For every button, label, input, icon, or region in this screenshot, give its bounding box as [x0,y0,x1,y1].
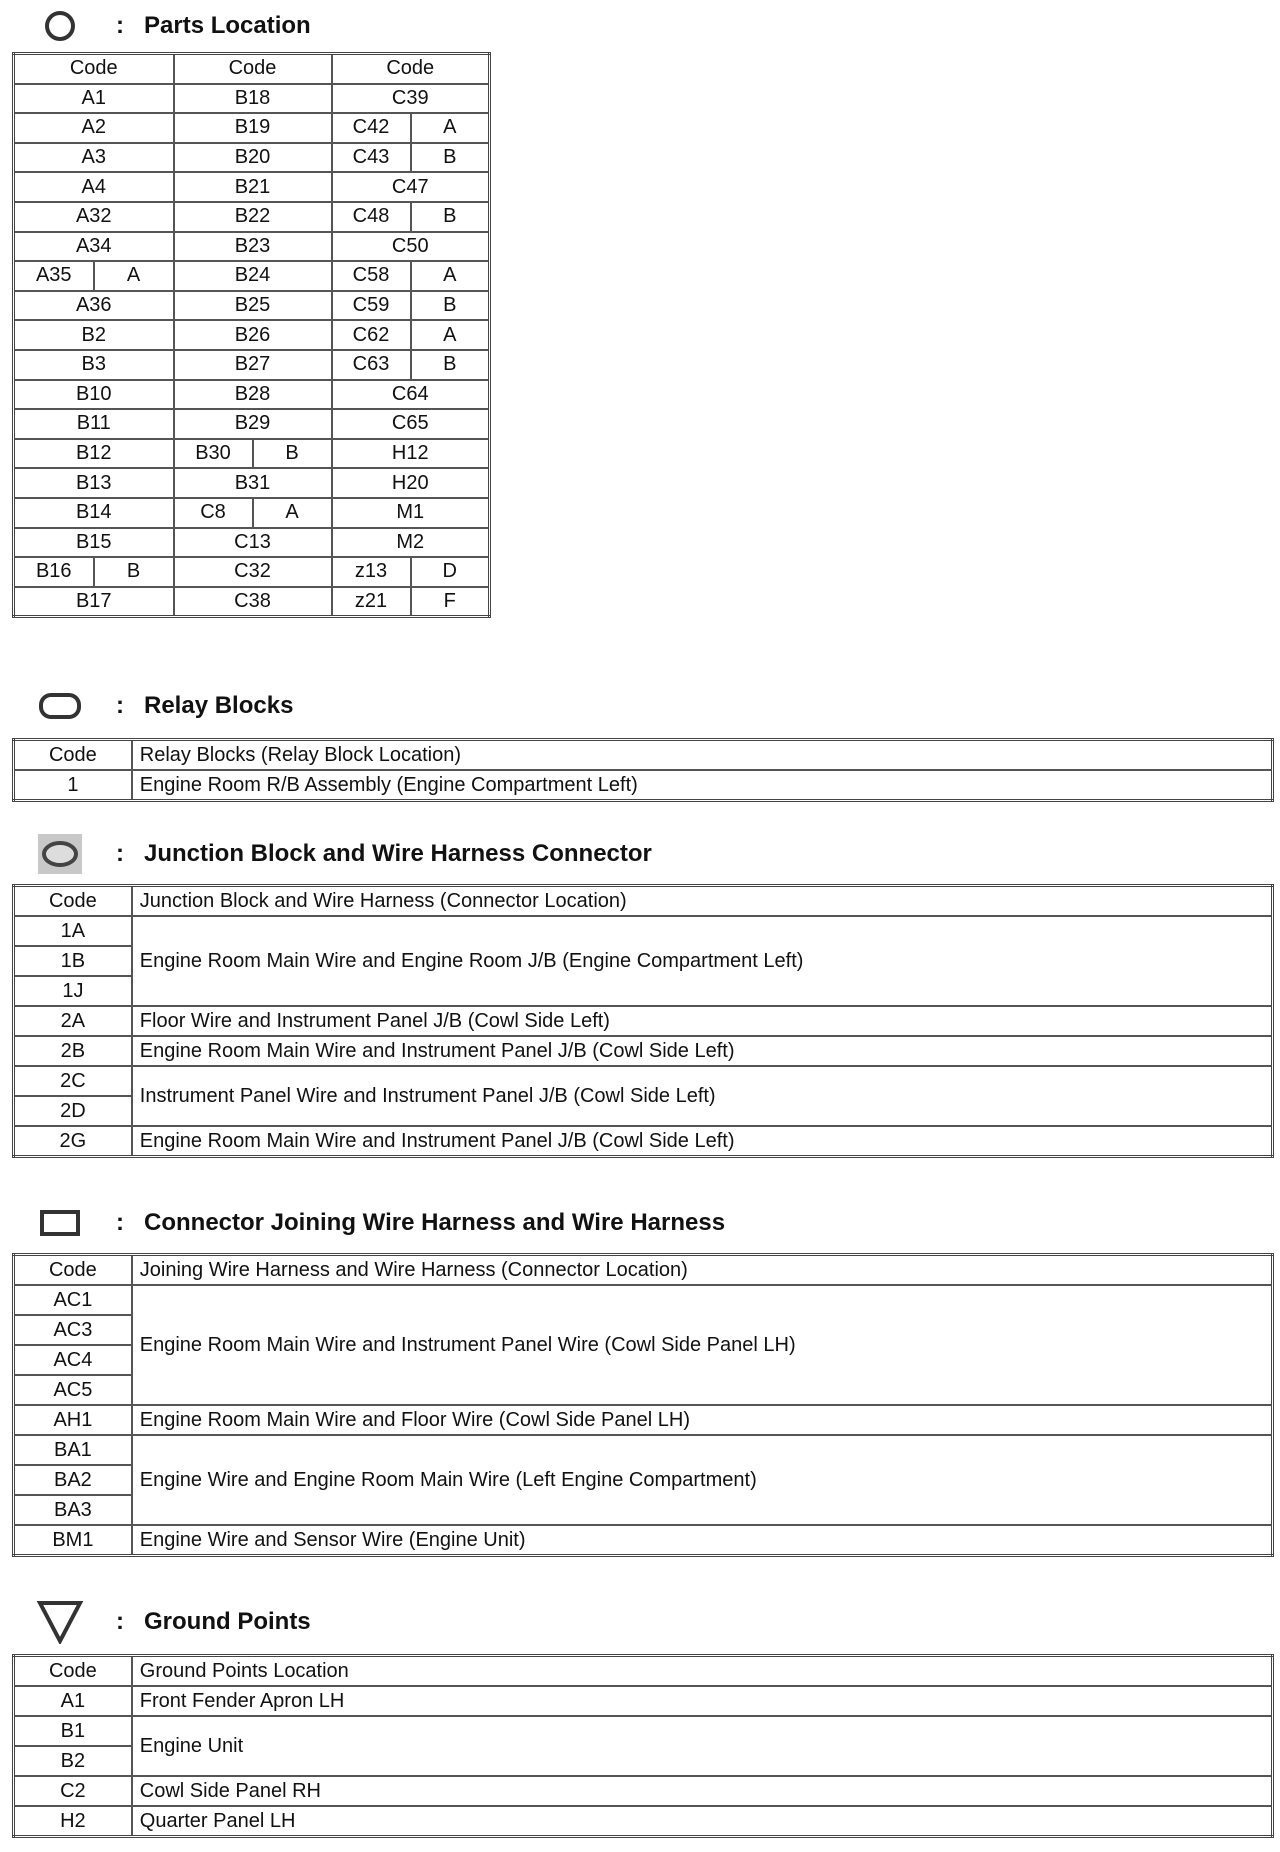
table-row [14,1525,1273,1556]
part-code: H12 [332,439,490,469]
colon: : [116,1608,124,1635]
colon: : [116,692,124,719]
part-code: B23 [174,232,332,262]
part-code: B29 [174,409,332,439]
part-code: C43 [332,143,411,173]
table-row [14,1006,1273,1036]
table-row [14,409,490,439]
location-header: Relay Blocks (Relay Block Location) [132,740,1273,771]
part-location-letter: B [253,439,332,469]
header-row [14,1255,1273,1286]
part-location-letter: F [411,587,490,617]
section-title: Relay Blocks [144,692,294,719]
code-cell: AC1 [14,1285,132,1315]
part-location-letter: A [411,320,490,350]
part-code: B27 [174,350,332,380]
triangle-down-icon [36,1602,84,1642]
location-cell: Cowl Side Panel RH [132,1776,1273,1806]
part-code: C8 [174,498,253,528]
table-row [14,1435,1273,1465]
table-row [14,350,490,380]
part-code: B14 [14,498,174,528]
table-row [14,439,490,469]
location-cell: Engine Room R/B Assembly (Engine Compartment Left) [132,770,1273,801]
part-code: B25 [174,291,332,321]
location-cell: Engine Room Main Wire and Instrument Panel Wire (Cowl Side Panel LH) [132,1285,1273,1405]
part-code: B3 [14,350,174,380]
code-cell: AH1 [14,1405,132,1435]
part-code: B20 [174,143,332,173]
part-code: C63 [332,350,411,380]
part-code: B13 [14,468,174,498]
code-cell: 2B [14,1036,132,1066]
code-cell: AC5 [14,1375,132,1405]
part-location-letter: A [94,261,174,291]
part-code: M1 [332,498,490,528]
table-row [14,84,490,114]
table-row [14,113,490,143]
header-row [14,740,1273,771]
rectangle-icon [36,1203,84,1243]
circle-icon [36,6,84,46]
part-location-letter: B [94,557,174,587]
code-cell: 1B [14,946,132,976]
part-code: z21 [332,587,411,617]
part-code: B17 [14,587,174,617]
location-header: Ground Points Location [132,1656,1273,1687]
location-cell: Front Fender Apron LH [132,1686,1273,1716]
junction-block-table [12,884,1274,1158]
table-row [14,202,490,232]
table-row [14,557,490,587]
part-code: B16 [14,557,94,587]
part-code: C65 [332,409,490,439]
code-cell: 1 [14,770,132,801]
column-header: Code [174,54,332,84]
location-cell: Engine Room Main Wire and Engine Room J/B (Engine Compartment Left) [132,916,1273,1006]
header-row [14,886,1273,917]
code-cell: 1J [14,976,132,1006]
location-cell: Engine Room Main Wire and Floor Wire (Cowl Side Panel LH) [132,1405,1273,1435]
table-row [14,1066,1273,1096]
table-row [14,1806,1273,1837]
part-code: z13 [332,557,411,587]
part-code: C58 [332,261,411,291]
part-code: C39 [332,84,490,114]
part-code: A3 [14,143,174,173]
part-location-letter: B [411,291,490,321]
table-row [14,291,490,321]
table-row [14,380,490,410]
connector-table [12,1253,1274,1557]
part-code: A32 [14,202,174,232]
part-code: A34 [14,232,174,262]
table-row [14,528,490,558]
location-cell: Instrument Panel Wire and Instrument Panel J/B (Cowl Side Left) [132,1066,1273,1126]
location-cell: Engine Wire and Sensor Wire (Engine Unit) [132,1525,1273,1556]
table-row [14,1776,1273,1806]
part-code: C59 [332,291,411,321]
code-cell: 1A [14,916,132,946]
table-row [14,587,490,617]
part-code: B18 [174,84,332,114]
part-code: C47 [332,172,490,202]
table-row [14,143,490,173]
code-cell: BA1 [14,1435,132,1465]
header-row [14,1656,1273,1687]
code-header: Code [14,886,132,917]
part-location-letter: A [253,498,332,528]
code-header: Code [14,740,132,771]
location-header: Joining Wire Harness and Wire Harness (Connector Location) [132,1255,1273,1286]
table-row [14,1036,1273,1066]
part-code: B10 [14,380,174,410]
header-row [14,54,490,84]
table-row [14,916,1273,946]
part-code: A2 [14,113,174,143]
code-header: Code [14,1656,132,1687]
code-cell: A1 [14,1686,132,1716]
part-code: B15 [14,528,174,558]
section-title: Parts Location [144,12,311,39]
code-cell: C2 [14,1776,132,1806]
relay-blocks-table [12,738,1274,802]
section-title: Junction Block and Wire Harness Connector [144,840,652,867]
table-row [14,468,490,498]
part-code: C32 [174,557,332,587]
part-code: B11 [14,409,174,439]
table-row [14,1126,1273,1157]
ground-points-table [12,1654,1274,1838]
code-cell: 2D [14,1096,132,1126]
column-header: Code [14,54,174,84]
code-cell: AC4 [14,1345,132,1375]
part-location-letter: D [411,557,490,587]
part-code: C42 [332,113,411,143]
table-row [14,1405,1273,1435]
table-row [14,498,490,528]
code-cell: 2C [14,1066,132,1096]
part-code: C13 [174,528,332,558]
table-row [14,232,490,262]
colon: : [116,1209,124,1236]
location-cell: Floor Wire and Instrument Panel J/B (Cowl Side Left) [132,1006,1273,1036]
colon: : [116,12,124,39]
code-cell: AC3 [14,1315,132,1345]
part-location-letter: A [411,113,490,143]
part-location-letter: B [411,350,490,380]
location-cell: Engine Unit [132,1716,1273,1776]
location-cell: Quarter Panel LH [132,1806,1273,1837]
part-code: C50 [332,232,490,262]
part-code: B22 [174,202,332,232]
part-code: B12 [14,439,174,469]
part-code: A35 [14,261,94,291]
location-cell: Engine Wire and Engine Room Main Wire (Left Engine Compartment) [132,1435,1273,1525]
table-row [14,320,490,350]
table-row [14,1716,1273,1746]
table-row [14,1686,1273,1716]
code-cell: H2 [14,1806,132,1837]
part-code: B26 [174,320,332,350]
part-code: B31 [174,468,332,498]
code-cell: 2G [14,1126,132,1157]
location-header: Junction Block and Wire Harness (Connector Location) [132,886,1273,917]
section-title: Connector Joining Wire Harness and Wire Harness [144,1209,726,1236]
part-code: C48 [332,202,411,232]
part-location-letter: B [411,202,490,232]
part-code: B24 [174,261,332,291]
table-row [14,770,1273,801]
part-code: B2 [14,320,174,350]
code-cell: 2A [14,1006,132,1036]
part-location-letter: B [411,143,490,173]
code-cell: B2 [14,1746,132,1776]
rounded-rectangle-icon [36,686,84,726]
part-code: C38 [174,587,332,617]
table-row [14,172,490,202]
table-row [14,1285,1273,1315]
part-code: A36 [14,291,174,321]
part-code: B30 [174,439,253,469]
part-code: B21 [174,172,332,202]
part-code: C62 [332,320,411,350]
part-code: B28 [174,380,332,410]
parts-location-table [12,52,491,618]
shaded-oval-icon [36,834,84,874]
part-code: M2 [332,528,490,558]
column-header: Code [332,54,490,84]
location-cell: Engine Room Main Wire and Instrument Panel J/B (Cowl Side Left) [132,1126,1273,1157]
table-row [14,261,490,291]
colon: : [116,840,124,867]
part-location-letter: A [411,261,490,291]
part-code: A1 [14,84,174,114]
code-header: Code [14,1255,132,1286]
section-title: Ground Points [144,1608,311,1635]
part-code: A4 [14,172,174,202]
code-cell: BA3 [14,1495,132,1525]
code-cell: BM1 [14,1525,132,1556]
location-cell: Engine Room Main Wire and Instrument Panel J/B (Cowl Side Left) [132,1036,1273,1066]
part-code: H20 [332,468,490,498]
part-code: B19 [174,113,332,143]
part-code: C64 [332,380,490,410]
code-cell: BA2 [14,1465,132,1495]
code-cell: B1 [14,1716,132,1746]
